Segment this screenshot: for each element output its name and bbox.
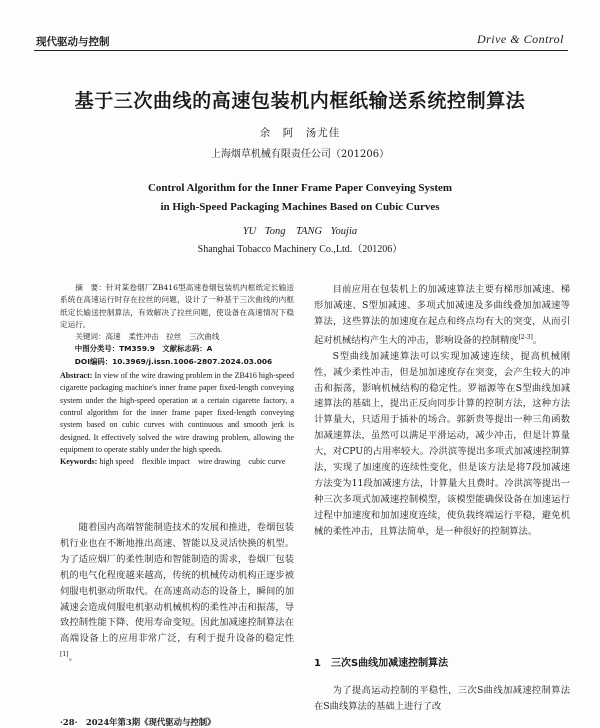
keywords-en: [60, 456, 294, 468]
abstract-cn: 摘 要：针对某卷烟厂ZB416型高速卷烟包装机内框纸定长输送系统在高速运行时存在拉丝的问题，设计了一种基于三次曲线的内框纸定长输送控制算法，有效解决了拉丝问题，使设备在高速情况下稳定运行。: [60, 283, 294, 329]
body-paragraph-2: S型曲线加减速算法可以实现加减速连续，提高机械刚性，减少柔性冲击，但是加加速度存在突变，会产生较大的冲击和振荡，影响机械结构的稳定性。罗福源等在S型曲线加减速算法的基础上，提出正反向同步计算的控制方法，这种方法计算量大，只适用于插补的场合。郭新贵等提出一种三角函数加减速算法，虽然可以满足平滑运动，减少冲击，但是计算量大，对CPU的占用率较大。冷洪滨等提出多项式加减速控制算法，实现了加速度的连续性变化，但是该方法是将7段加减速方法变为11段加减速方法，计算量大且费时。冷洪滨等提出一种三次多项式加减速控制模型，该模型能确保设备在加速运行过程中加速度和加加速度连续，使负载终端运行平稳，避免机械的柔性冲击，且算法简单，是一种很好的控制算法。: [314, 350, 570, 537]
intro-paragraph: 随着国内高端智能制造技术的发展和推进，卷烟包装机行业也在不断地推出高速、智能以及灵活快换的机型。为了适应烟厂的柔性制造和智能制造的需求，卷烟厂包装机的电气化程度越来越高，传统的机械传动机构正逐步被伺服电机驱动所取代。在高速高动态的设备上，瞬间的加减速会造成伺服电机驱动机械机构的柔性冲击和振荡，导致控制性能下降、使用寿命变短。因此加减速控制算法在高端设备上的应用非常广泛，有利于提升设备的稳定性[1]。: [60, 522, 294, 664]
body-paragraph-1-text: 目前应用在包装机上的加减速算法主要有梯形加减速、梯形加减速、S型加减速、多项式加减速及多曲线叠加加减速等算法，这些算法的加速度在起点和终点均有大的突变，从而引起对机械结构产生大的冲击，影响设备的控制精度: [314, 284, 570, 346]
body-paragraph-1: 目前应用在包装机上的加减速算法主要有梯形加减速、梯形加减速、S型加减速、多项式加减速及多曲线叠加加减速等算法，这些算法的加速度在起点和终点均有大的突变，从而引起对机械结构产生大的冲击，影响设备的控制精度[2-3]。: [314, 284, 570, 346]
affiliation-en: Shanghai Tobacco Machinery Co.,Ltd.（201206）: [197, 244, 403, 255]
keywords-en-text: high speed flexible impact wire drawing cubic curve: [99, 457, 286, 467]
citation-ref: [1]: [60, 651, 69, 659]
keywords-en-label: Keywords:: [60, 457, 98, 467]
journal-section-en: Drive & Control: [476, 32, 564, 46]
abstract-en: [60, 370, 294, 456]
running-head: [34, 28, 568, 48]
abstract-block: [60, 282, 294, 468]
paper-title-en: [0, 179, 600, 217]
section-paragraph: 为了提高运动控制的平稳性，三次S曲线加减速控制算法在S曲线算法的基础上进行了改: [314, 685, 570, 712]
keywords-cn: 关键词：高速 柔性冲击 拉丝 三次曲线: [75, 332, 220, 342]
authors-cn: 余 阿 汤尤佳: [259, 127, 341, 139]
abstract-en-label: Abstract:: [60, 371, 93, 381]
paper-title-en-line2: in High-Speed Packaging Machines Based on Cubic Curves: [160, 201, 440, 213]
affiliation-cn: 上海烟草机械有限责任公司（201206）: [210, 149, 390, 160]
right-column: [314, 282, 570, 540]
paper-title-en-line1: Control Algorithm for the Inner Frame Paper Conveying System: [147, 182, 453, 194]
section-heading: 1 三次S曲线加减速控制算法: [314, 658, 449, 669]
classification-code: 中图分类号：TM359.9 文献标志码：A: [74, 344, 213, 354]
page-folio: ·28· 2024年第3期《现代驱动与控制》: [60, 717, 216, 727]
intro-text: 随着国内高端智能制造技术的发展和推进，卷烟包装机行业也在不断地推出高速、智能以及灵活快换的机型。为了适应烟厂的柔性制造和智能制造的需求，卷烟厂包装机的电气化程度越来越高，传统的机械传动机构正逐步被伺服电机驱动所取代。在高速高动态的设备上，瞬间的加减速会造成伺服电机驱动机械机构的柔性冲击和振荡，导致控制性能下降、使用寿命变短。因此加减速控制算法在高端设备上的应用非常广泛，有利于提升设备的稳定性: [60, 522, 294, 645]
authors-en: YU Tong TANG Youjia: [242, 226, 358, 237]
doi: DOI编码：10.3969/j.issn.1006-2807.2024.03.006: [74, 356, 273, 366]
citation-ref: [2-3]: [518, 333, 533, 341]
journal-name-cn: 现代驱动与控制: [36, 36, 110, 48]
paper-title-cn: 基于三次曲线的高速包装机内框纸输送系统控制算法: [74, 90, 526, 112]
header-rule: [34, 50, 568, 51]
abstract-en-text: In view of the wire drawing problem in the ZB416 high-speed cigarette packaging machine's inner frame paper fixed-length conveying system under the high-speed operation at a certain cigarette factory, a control algorithm for the inner frame paper fixed-length conveying system based on cubic curves with continuous and smooth jerk is designed. It effectively solved the wire drawing problem, allowing the equipment to operate stably under the high speeds.: [60, 371, 295, 454]
